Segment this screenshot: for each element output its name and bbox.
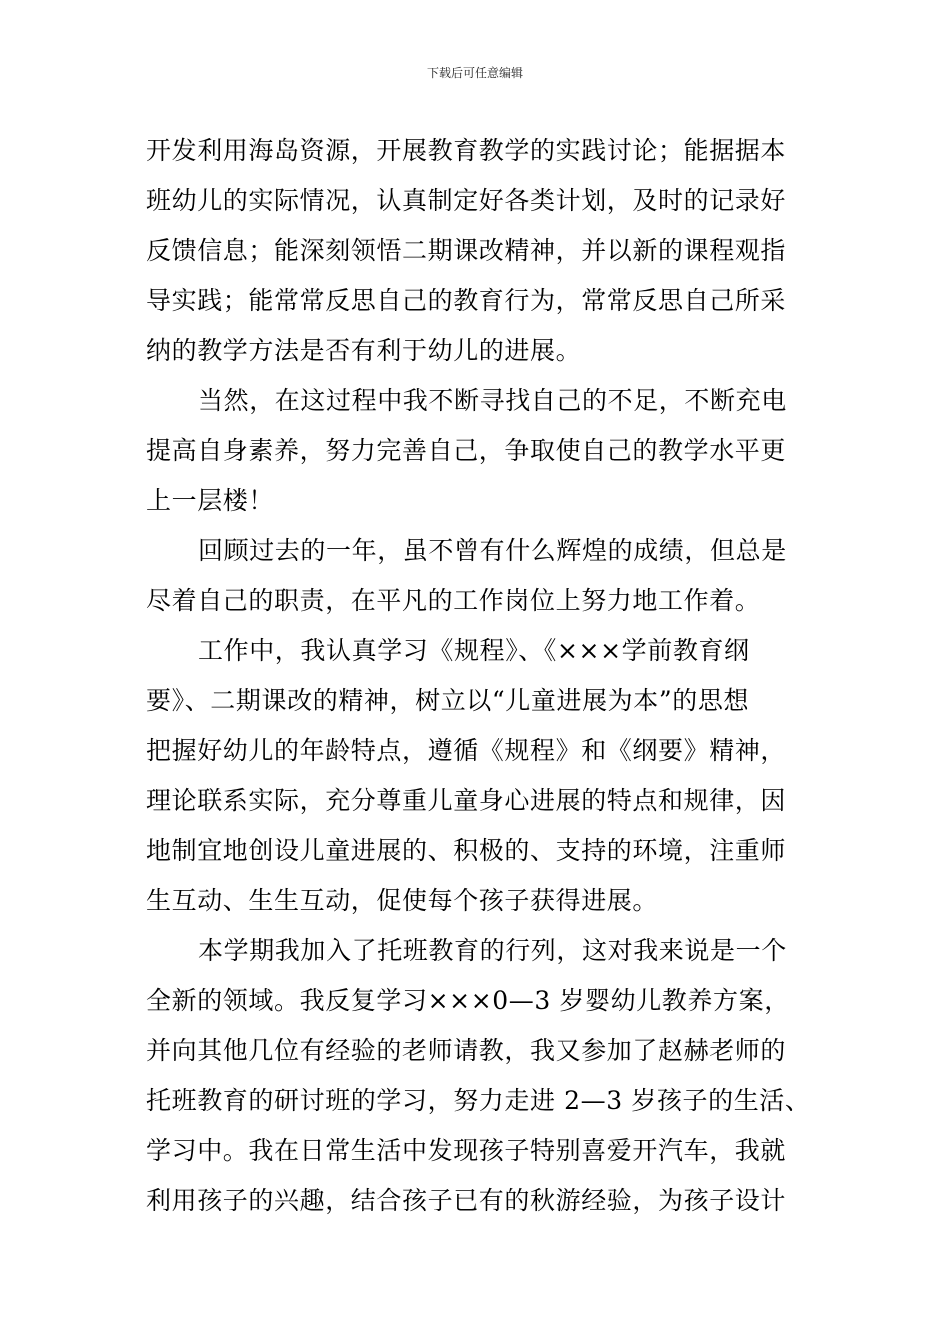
text-line: 回顾过去的一年，虽不曾有什么辉煌的成绩，但总是 (198, 536, 787, 565)
text-line: 利用孩子的兴趣，结合孩子已有的秋游经验，为孩子设计 (146, 1186, 787, 1215)
text-line: 并向其他几位有经验的老师请教，我又参加了赵赫老师的 (146, 1036, 787, 1065)
text-line: 当然，在这过程中我不断寻找自己的不足，不断充电 (198, 386, 787, 415)
body-text (146, 126, 812, 1226)
text-line: 尽着自己的职责，在平凡的工作岗位上努力地工作着。 (146, 586, 761, 615)
text-line: 班幼儿的实际情况，认真制定好各类计划，及时的记录好 (146, 186, 787, 215)
text-line: 反馈信息；能深刻领悟二期课改精神，并以新的课程观指 (146, 236, 787, 265)
text-line: 提高自身素养，努力完善自己，争取使自己的教学水平更 (146, 436, 787, 465)
text-line: 生互动、生生互动，促使每个孩子获得进展。 (146, 886, 659, 915)
text-line: 托班教育的研讨班的学习，努力走进 2—3 岁孩子的生活、 (146, 1086, 811, 1115)
page-header: 下载后可任意编辑 (426, 66, 523, 80)
text-line: 要》、二期课改的精神，树立以“儿童进展为本”的思想 (146, 686, 750, 715)
text-line: 导实践；能常常反思自己的教育行为，常常反思自己所采 (146, 286, 787, 315)
text-line: 开发利用海岛资源，开展教育教学的实践讨论；能据据本 (146, 136, 787, 165)
text-line: 理论联系实际，充分尊重儿童身心进展的特点和规律，因 (146, 786, 787, 815)
text-line: 本学期我加入了托班教育的行列，这对我来说是一个 (198, 936, 787, 965)
text-line: 学习中。我在日常生活中发现孩子特别喜爱开汽车，我就 (146, 1136, 787, 1165)
text-line: 上一层楼！ (146, 486, 275, 515)
text-line: 纳的教学方法是否有利于幼儿的进展。 (146, 336, 582, 365)
text-line: 工作中，我认真学习《规程》、《×××学前教育纲 (198, 636, 750, 665)
text-line: 把握好幼儿的年龄特点，遵循《规程》和《纲要》精神， (146, 736, 787, 765)
text-line: 全新的领域。我反复学习×××0—3 岁婴幼儿教养方案， (146, 986, 790, 1015)
text-line: 地制宜地创设儿童进展的、积极的、支持的环境，注重师 (146, 836, 787, 865)
